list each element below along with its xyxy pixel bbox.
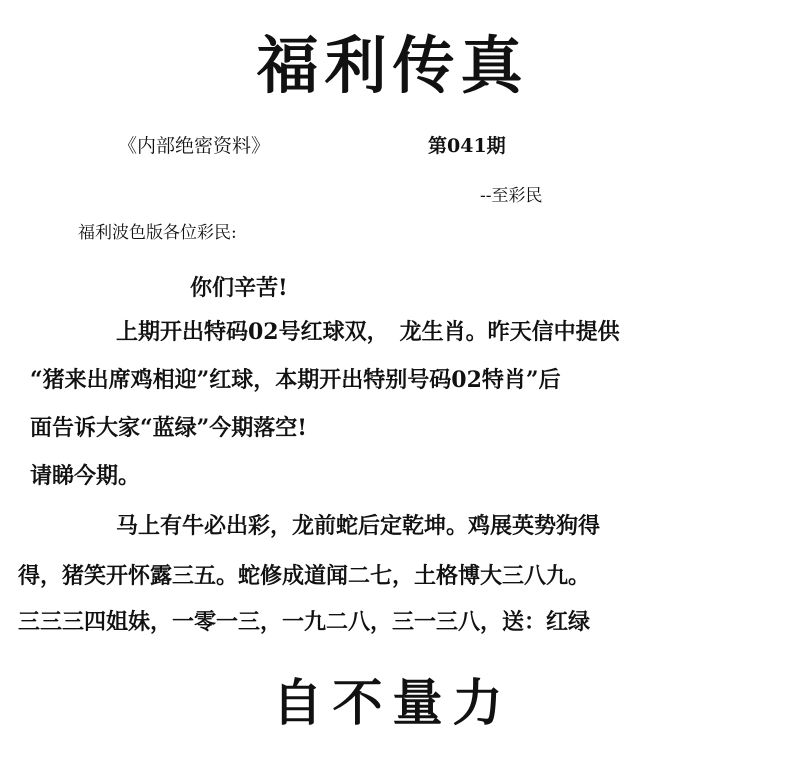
body-line-1: 上期开出特码02号红球双， 龙生肖。昨天信中提供 <box>72 319 620 345</box>
body-line-2: “猪来出席鸡相迎”红球，本期开出特别号码02特肖”后 <box>30 367 561 393</box>
issue-number: 第041期 <box>428 135 506 157</box>
signature: --至彩民 <box>480 186 543 206</box>
greeting: 你们辛苦! <box>190 275 288 301</box>
closing-phrase: 自不量力 <box>272 673 513 732</box>
body-line-3: 面告诉大家“蓝绿”今期落空! <box>30 415 307 441</box>
body-line-6: 得，猪笑开怀露三五。蛇修成道闻二七，土格博大三八九。 <box>18 563 591 589</box>
body-line-5: 马上有牛必出彩，龙前蛇后定乾坤。鸡展英势狗得 <box>72 513 601 539</box>
confidential-label: 《内部绝密资料》 <box>118 135 271 157</box>
salutation: 福利波色版各位彩民: <box>78 223 237 243</box>
body-line-7: 三三三四姐妹，一零一三，一九二八，三一三八，送：红绿 <box>18 609 591 635</box>
page-title: 福利传真 <box>256 29 529 102</box>
body-line-4: 请睇今期。 <box>30 463 141 489</box>
